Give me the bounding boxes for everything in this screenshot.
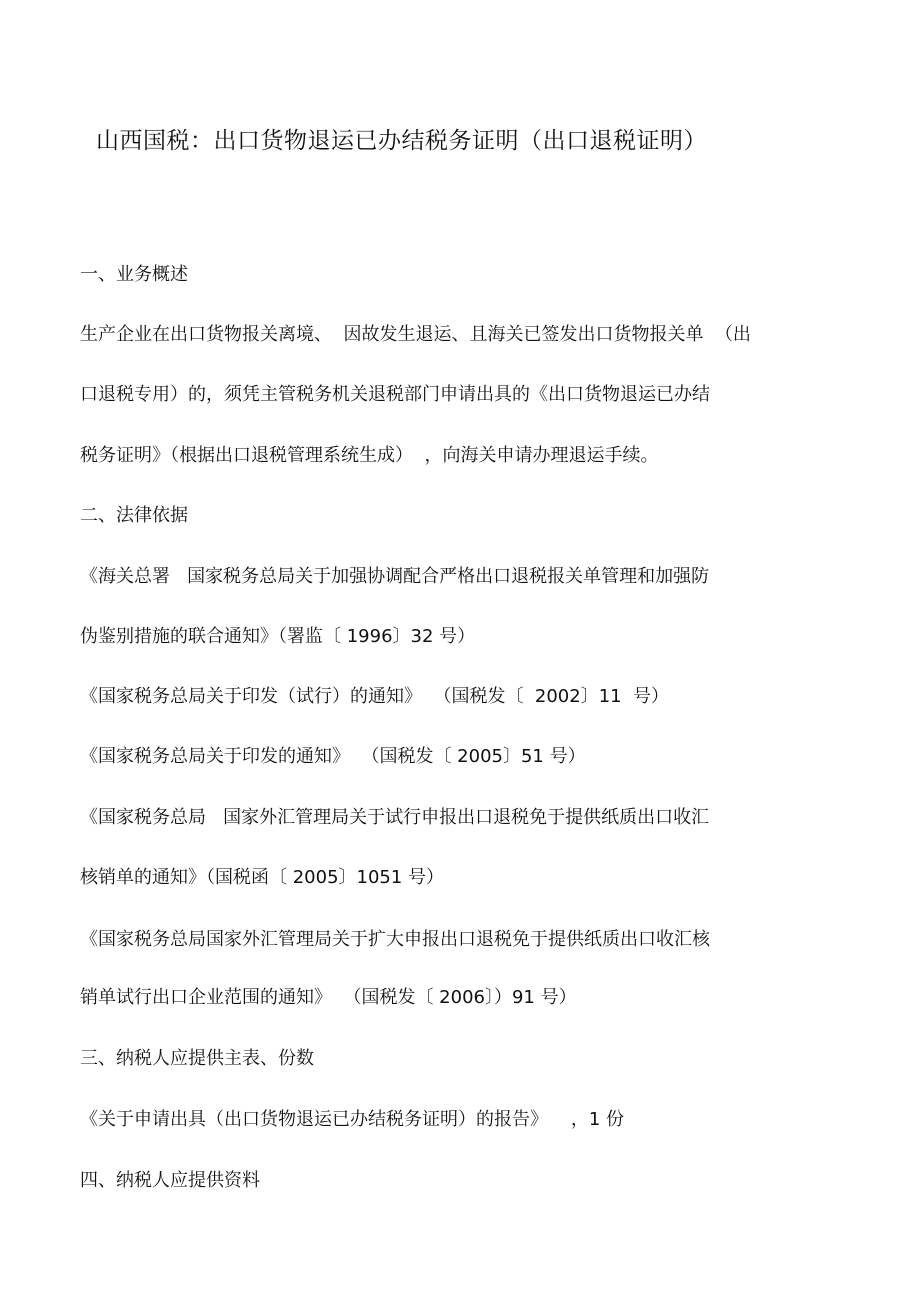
section-heading-main-forms: 三、纳税人应提供主表、份数: [80, 1048, 314, 1069]
paragraph-line: 《国家税务总局关于印发（试行）的通知》 （国税发〔 2002〕11 号）: [80, 686, 670, 707]
document-title: 山西国税：出口货物退运已办结税务证明（出口退税证明）: [96, 128, 707, 154]
paragraph-line: 核销单的通知》（国税函〔 2005〕1051 号）: [80, 867, 445, 888]
paragraph-line: 口退税专用）的，须凭主管税务机关退税部门申请出具的《出口货物退运已办结: [80, 384, 710, 405]
section-heading-legal-basis: 二、法律依据: [80, 505, 188, 526]
paragraph-line: 《国家税务总局国家外汇管理局关于扩大申报出口退税免于提供纸质出口收汇核: [80, 929, 710, 950]
paragraph-line: 税务证明》（根据出口退税管理系统生成） ，向海关申请办理退运手续。: [80, 445, 659, 466]
paragraph-line: 《海关总署 国家税务总局关于加强协调配合严格出口退税报关单管理和加强防: [80, 566, 710, 587]
paragraph-line: 《国家税务总局 国家外汇管理局关于试行申报出口退税免于提供纸质出口收汇: [80, 807, 710, 828]
paragraph-line: 《关于申请出具（出口货物退运已办结税务证明）的报告》 ，1 份: [80, 1109, 625, 1130]
section-heading-materials: 四、纳税人应提供资料: [80, 1170, 260, 1191]
paragraph-line: 生产企业在出口货物报关离境、 因故发生退运、且海关已签发出口货物报关单 （出: [80, 324, 751, 345]
paragraph-line: 销单试行出口企业范围的通知》 （国税发〔 2006〕）91 号）: [80, 987, 577, 1008]
section-heading-overview: 一、业务概述: [80, 264, 188, 285]
paragraph-line: 伪鉴别措施的联合通知》（署监〔 1996〕32 号）: [80, 626, 476, 647]
paragraph-line: 《国家税务总局关于印发的通知》 （国税发〔 2005〕51 号）: [80, 746, 586, 767]
